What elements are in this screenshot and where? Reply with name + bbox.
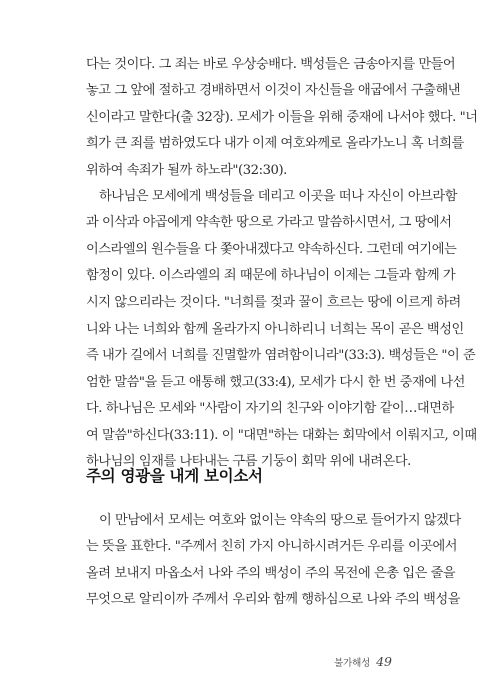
text-line: 희가 큰 죄를 범하였도다 내가 이제 여호와께로 올라가노니 혹 너희를	[86, 136, 464, 152]
text-line: 올려 보내지 마옵소서 나와 주의 백성이 주의 목전에 은총 입은 줄을	[86, 565, 456, 581]
text-line: 는 뜻을 표한다. "주께서 친히 가지 아니하시려거든 우리를 이곳에서	[86, 539, 458, 555]
section-body-text	[86, 508, 461, 614]
text-line: 위하여 속죄가 될까 하노라"(32:30).	[86, 162, 287, 178]
text-line: 이 만남에서 모세는 여호와 없이는 약속의 땅으로 들어가지 않겠다	[99, 513, 461, 528]
text-line: 하나님의 임재를 나타내는 구름 기둥이 회막 위에 내려온다.	[86, 453, 411, 469]
body-text-top	[86, 52, 478, 316]
text-line: 무엇으로 알리이까 주께서 우리와 함께 행하심으로 나와 주의 백성을	[86, 592, 461, 608]
section-heading: 주의 영광을 내게 보이소서	[86, 467, 263, 485]
text-line: 여 말씀"하신다(33:11). 이 "대면"하는 대화는 회막에서 이뤄지고, 이때	[86, 427, 477, 443]
running-title: 불가해성	[334, 658, 371, 669]
text-line: 놓고 그 앞에 절하고 경배하면서 이것이 자신들을 애굽에서 구출해낸	[86, 83, 461, 99]
text-line: 하나님은 모세에게 백성들을 데리고 이곳을 떠나 자신이 아브라함	[99, 188, 457, 204]
text-line: 니와 나는 너희와 함께 올라가지 아니하리니 너희는 목이 곧은 백성인	[86, 322, 464, 337]
page-footer	[334, 654, 392, 672]
text-line: 다는 것이다. 그 죄는 바로 우상숭배다. 백성들은 금송아지를 만들어	[86, 57, 456, 72]
body-text-middle	[86, 317, 477, 475]
page-number: 49	[376, 654, 392, 669]
text-line: 시지 않으리라는 것이다. "너희를 젖과 꿀이 흐르는 땅에 이르게 하려	[86, 294, 461, 310]
text-line: 즉 내가 길에서 너희를 진멸할까 염려함이니라"(33:3). 백성들은 "이 준	[86, 348, 476, 364]
text-line: 다. 하나님은 모세와 "사람이 자기의 친구와 이야기함 같이…대면하	[86, 401, 454, 417]
text-line: 과 이삭과 야곱에게 약속한 땅으로 가라고 말씀하시면서, 그 땅에서	[86, 215, 452, 231]
text-line: 함정이 있다. 이스라엘의 죄 때문에 하나님이 이제는 그들과 함께 가	[86, 268, 456, 284]
text-line: 신이라고 말한다(출 32장). 모세가 이들을 위해 중재에 나서야 했다. "너	[86, 109, 478, 125]
text-line: 이스라엘의 원수들을 다 쫓아내겠다고 약속하신다. 그런데 여기에는	[86, 241, 457, 257]
text-line: 엄한 말씀"을 듣고 애통해 했고(33:4), 모세가 다시 한 번 중재에 나선	[86, 374, 465, 390]
